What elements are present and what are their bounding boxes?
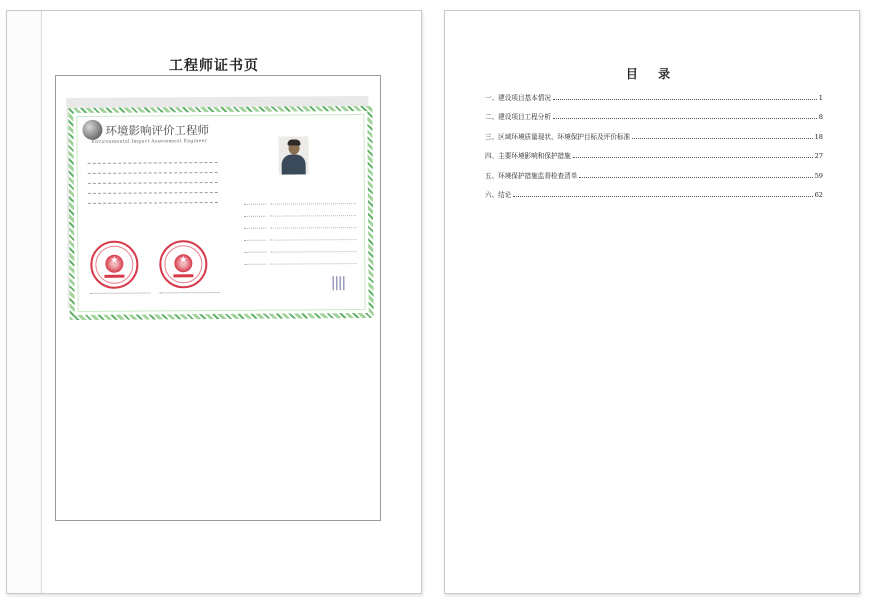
toc-entry-label: 六、结论 — [485, 191, 512, 199]
certificate-body-text — [88, 162, 218, 213]
globe-emblem-icon — [82, 120, 102, 140]
certificate-subtitle: Environmental Impact Assessment Engineer — [91, 139, 208, 145]
toc-entry-page: 1 — [818, 93, 823, 102]
toc-leader — [553, 118, 817, 119]
toc-entry-label: 四、主要环境影响和保护措施 — [485, 152, 571, 160]
toc-entry[interactable] — [485, 180, 823, 200]
toc-list — [485, 82, 823, 199]
toc-entry[interactable] — [485, 121, 823, 141]
certificate-title: 环境影响评价工程师 — [105, 123, 209, 138]
toc-entry[interactable] — [485, 102, 823, 122]
toc-entry-label: 五、环境保护措施监督检查清单 — [485, 171, 578, 180]
toc-entry-page: 8 — [818, 113, 823, 121]
page-binding-strip — [7, 11, 42, 593]
toc-entry-page: 27 — [814, 152, 823, 160]
toc-entry-page: 59 — [814, 171, 823, 180]
certificate-page — [6, 10, 422, 594]
toc-leader — [553, 99, 817, 100]
official-seal-icon: ★ — [159, 240, 207, 288]
page-title: 工程师证书页 — [169, 58, 259, 74]
toc-title: 目 录 — [625, 67, 679, 81]
toc-leader — [513, 196, 812, 197]
toc-entry[interactable] — [485, 82, 823, 102]
toc-entry-label: 三、区域环境质量现状、环境保护目标及评价标准 — [485, 132, 631, 141]
toc-entry-label: 一、建设项目基本情况 — [485, 93, 551, 102]
toc-entry-page: 62 — [814, 191, 823, 199]
toc-entry-page: 18 — [814, 132, 823, 141]
qr-code-icon — [332, 276, 346, 290]
certificate-fields — [244, 199, 356, 272]
toc-leader — [579, 177, 812, 178]
holder-photo — [278, 136, 308, 174]
table-of-contents-page — [444, 10, 860, 594]
toc-leader — [573, 157, 813, 158]
official-seal-icon: ★ — [90, 241, 138, 289]
toc-entry-label: 二、建设项目工程分析 — [485, 113, 551, 121]
engineer-certificate — [68, 106, 373, 320]
toc-leader — [632, 138, 813, 139]
toc-entry[interactable] — [485, 141, 823, 161]
toc-entry[interactable] — [485, 160, 823, 180]
